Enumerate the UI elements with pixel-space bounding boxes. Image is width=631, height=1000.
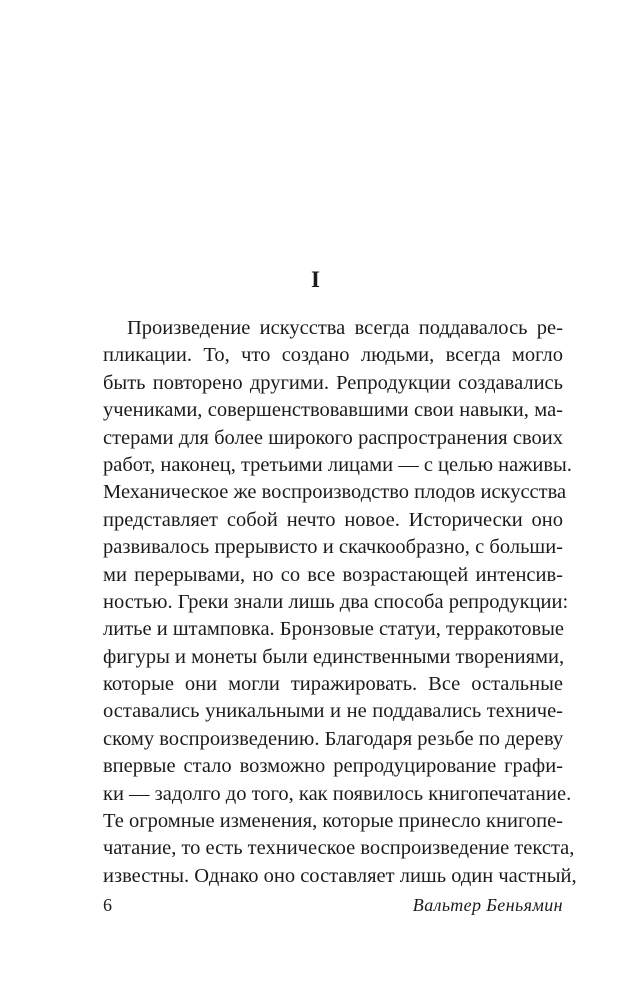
- text-line: чатание, то есть техническое воспроизведение текста,: [103, 837, 575, 860]
- text-line: развивалось прерывисто и скачкообразно, с больши-: [103, 536, 563, 559]
- text-line: Механическое же воспроизводство плодов искусства: [103, 481, 567, 504]
- text-line: ми перерывами, но со все возрастающей интенсив-: [103, 563, 563, 586]
- text-line: скому воспроизведению. Благодаря резьбе по дереву: [103, 727, 564, 750]
- text-line: пликации. То, что создано людьми, всегда могло: [103, 344, 563, 367]
- text-line: ностью. Греки знали лишь два способа репродукции:: [103, 590, 569, 613]
- text-line: стерами для более широкого распространения своих: [103, 426, 563, 449]
- text-line: ки — задолго до того, как появилось книгопечатание.: [103, 782, 572, 805]
- text-line: известны. Однако оно составляет лишь один частный,: [103, 864, 577, 887]
- text-line: фигуры и монеты были единственными творениями,: [103, 645, 565, 668]
- page-footer: [103, 890, 563, 920]
- text-line: Произведение искусства всегда поддавалось ре-: [127, 317, 563, 339]
- page-number: 6: [103, 895, 112, 915]
- text-line: работ, наконец, третьими лицами — с целью наживы.: [103, 453, 572, 476]
- text-line: литье и штамповка. Бронзовые статуи, терракотовые: [103, 618, 565, 641]
- text-line: учениками, совершенствовавшими свои навыки, ма-: [103, 399, 563, 422]
- text-line: впервые стало возможно репродуцирование графи-: [103, 755, 563, 778]
- text-line: представляет собой нечто новое. Исторически оно: [103, 508, 563, 531]
- text-line: которые они могли тиражировать. Все остальные: [103, 673, 563, 696]
- text-line: Те огромные изменения, которые принесло книгопе-: [103, 810, 563, 833]
- text-line: оставались уникальными и не поддавались техниче-: [103, 700, 563, 723]
- running-footer-author: Вальтер Беньямин: [412, 895, 563, 915]
- text-line: быть повторено другими. Репродукции создавались: [103, 371, 563, 394]
- chapter-heading: I: [311, 267, 320, 292]
- body-paragraph: [103, 315, 577, 890]
